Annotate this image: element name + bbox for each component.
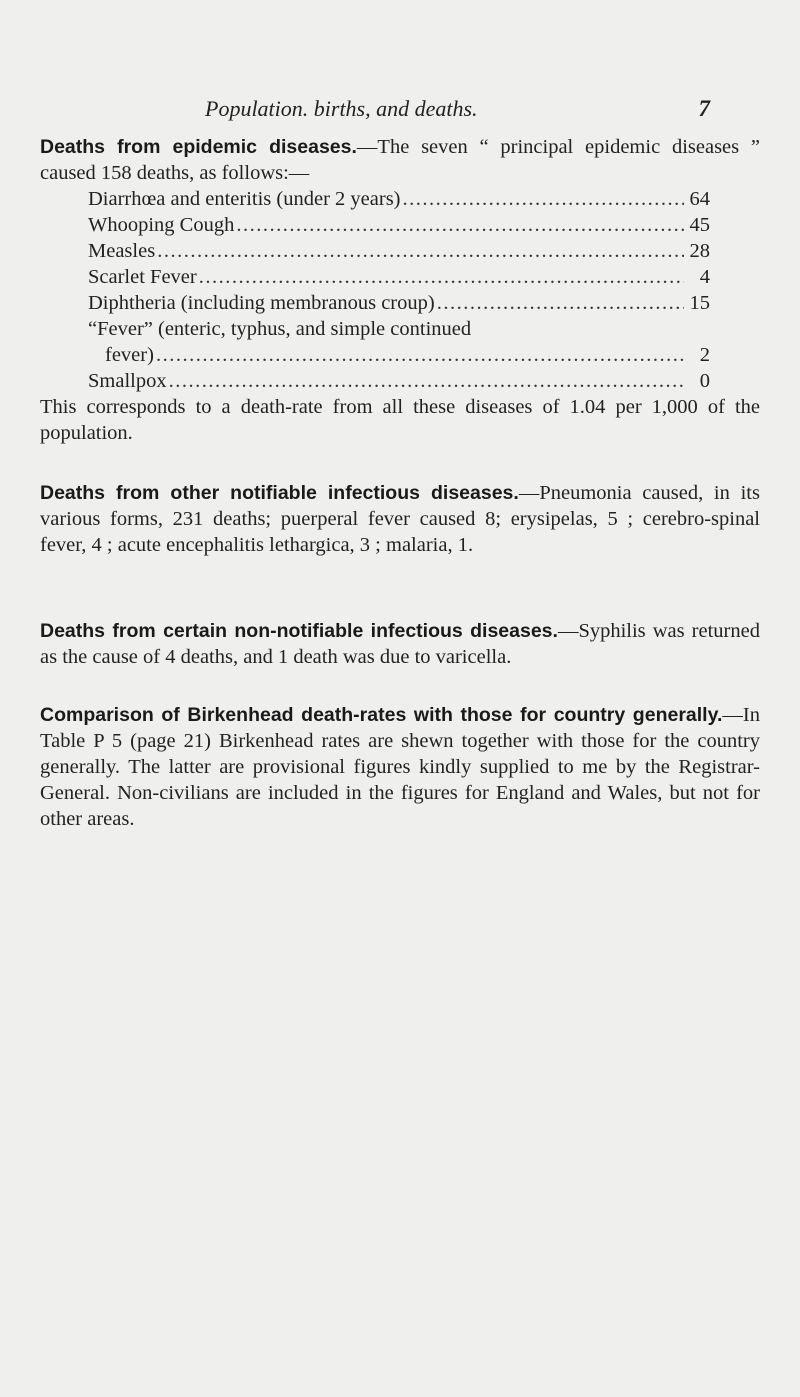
epidemic-dash: — [356, 136, 378, 158]
page-number: 7 [698, 96, 710, 121]
list-item-continued [88, 316, 710, 342]
comparison-body: In Table P 5 (page 21) Birkenhead rates are shewn together with those for the country generally. The latter are provisional figures kindly supplied to me by the Registrar-General. Non-civilians are included in the figures for England and Wales, but not for other areas. [40, 704, 760, 830]
epidemic-section [40, 134, 760, 186]
disease-name: Measles [88, 240, 156, 262]
comparison-paragraph [40, 702, 760, 832]
epidemic-paragraph [40, 134, 760, 186]
comparison-dash: — [722, 704, 743, 726]
dot-leader [236, 212, 683, 238]
notifiable-paragraph [40, 480, 760, 558]
death-count: 45 [689, 214, 710, 236]
notifiable-body: Pneumonia caused, in its various forms, 231 deaths; puerperal fever caused 8; erysipelas, 5 ; cerebro-spinal fever, 4 ; acute encephalitis lethargica, 3 ; malaria, 1. [40, 482, 760, 556]
death-count: 0 [699, 370, 710, 392]
epidemic-intro: The seven “ principal epidemic diseases ” caused 158 deaths, as follows:— [40, 136, 760, 184]
epidemic-summary: This corresponds to a death-rate from all these diseases of 1.04 per 1,000 of the population. [40, 396, 760, 444]
death-count: 28 [689, 240, 710, 262]
list-item [88, 342, 710, 368]
running-head [205, 96, 710, 126]
comparison-heading: Comparison of Birkenhead death-rates with those for country generally. [40, 704, 723, 726]
disease-name: Smallpox [88, 370, 167, 392]
death-count: 64 [689, 188, 710, 210]
death-count: 15 [689, 292, 710, 314]
epidemic-heading: Deaths from epidemic diseases. [40, 136, 357, 158]
disease-name: Diphtheria (including membranous croup) [88, 292, 435, 314]
non-notifiable-section [40, 618, 760, 670]
disease-name-continuation: fever) [105, 344, 154, 366]
list-item [88, 212, 710, 238]
dot-leader [437, 290, 684, 316]
comparison-section [40, 702, 760, 832]
dot-leader [199, 264, 684, 290]
list-item [88, 238, 710, 264]
epidemic-summary-section [40, 394, 760, 446]
dot-leader [403, 186, 684, 212]
notifiable-dash: — [518, 482, 540, 504]
running-head-title: Population. births, and deaths. [205, 96, 478, 121]
notifiable-heading: Deaths from other notifiable infectious diseases. [40, 482, 519, 504]
dot-leader [157, 238, 683, 264]
disease-name: Whooping Cough [88, 214, 235, 236]
notifiable-section [40, 480, 760, 558]
list-item [88, 186, 710, 212]
non-notifiable-heading: Deaths from certain non-notifiable infectious diseases. [40, 620, 558, 642]
death-count: 2 [699, 344, 710, 366]
list-item [88, 290, 710, 316]
disease-name: Scarlet Fever [88, 266, 197, 288]
disease-name: Diarrhœa and enteritis (under 2 years) [88, 188, 401, 210]
death-count: 4 [699, 266, 710, 288]
dot-leader [156, 342, 684, 368]
non-notifiable-dash: — [557, 620, 579, 642]
list-item [88, 368, 710, 394]
disease-name: “Fever” (enteric, typhus, and simple continued [88, 318, 472, 340]
non-notifiable-paragraph [40, 618, 760, 670]
list-item [88, 264, 710, 290]
epidemic-deaths-list [88, 186, 710, 394]
dot-leader [169, 368, 684, 394]
non-notifiable-body: Syphilis was returned as the cause of 4 deaths, and 1 death was due to varicella. [40, 620, 760, 668]
